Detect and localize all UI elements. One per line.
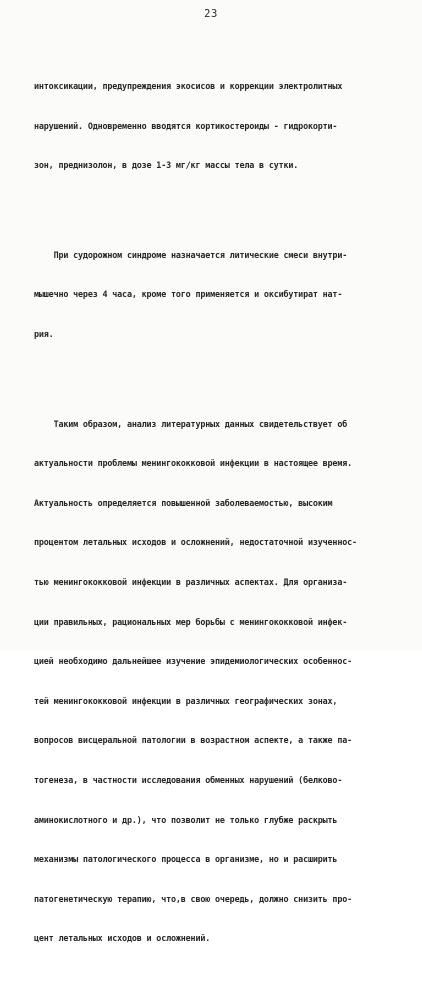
text-line: тей менингококковой инфекции в различных географических зонах, [34, 695, 338, 706]
text-line: процентом летальных исходов и осложнений, недостаточной изученнос- [34, 537, 357, 548]
text-line: тогенеза, в частности исследования обменных нарушений (белково- [34, 774, 343, 785]
text-line: актуальности проблемы менингококковой инфекции в настоящее время. [34, 458, 352, 469]
text-line: При судорожном синдроме назначается литические смеси внутри- [34, 249, 348, 260]
text-line: патогенетическую терапию, что,в свою очередь, должно снизить про- [34, 893, 352, 904]
text-line: мышечно через 4 часа, кроме того применяется и оксибутират нат- [34, 289, 343, 300]
text-line: цией необходимо дальнейшее изучение эпидемиологических особеннос- [34, 656, 352, 667]
paragraph [34, 395, 396, 969]
text-line: зон, преднизолон, в дозе 1-3 мг/кг массы тела в сутки. [34, 160, 299, 171]
text-line: рия. [34, 328, 54, 339]
page-number: 23 [204, 8, 218, 20]
text-line: аминокислотного и др.), что позволит не только глубже раскрыть [34, 814, 338, 825]
text-line: вопросов висцеральной патологии в возрастном аспекте, а также па- [34, 735, 352, 746]
paragraph [34, 57, 396, 196]
body-text [34, 27, 396, 989]
text-line: механизмы патологического процесса в организме, но и расширить [34, 854, 338, 865]
text-line: Таким образом, анализ литературных данных свидетельствует об [34, 418, 348, 429]
text-line: Актуальность определяется повышенной заболеваемостью, высоким [34, 497, 333, 508]
text-line: интоксикации, предупреждения экосисов и коррекции электролитных [34, 81, 343, 91]
text-line: ции правильных, рациональных мер борьбы с менингококковой инфек- [34, 616, 348, 627]
text-line: тью менингококковой инфекции в различных аспектах. Для организа- [34, 576, 348, 587]
text-line: нарушений. Одновременно вводятся кортикостероиды - гидрокорти- [34, 120, 338, 131]
paragraph [34, 226, 396, 365]
text-line: цент летальных исходов и осложнений. [34, 933, 211, 944]
